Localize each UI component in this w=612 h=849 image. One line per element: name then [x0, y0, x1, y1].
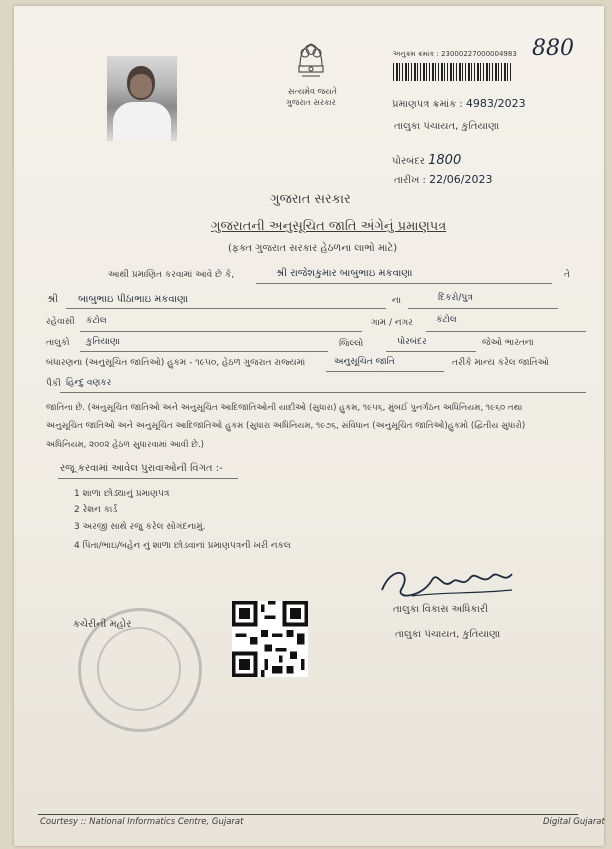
relation-prefix: ના — [392, 296, 401, 306]
resident-label: રહેવાસી — [46, 317, 75, 327]
footer-courtesy: Courtesy :: National Informatics Centre, Gujarat — [40, 817, 244, 827]
officer-signature — [372, 560, 522, 610]
district-label: પોરબંદર — [392, 156, 425, 167]
government-title: ગુજરાત સરકાર — [270, 192, 351, 207]
date-label: તારીખ : — [394, 175, 426, 186]
certificate-title: ગુજરાતની અનુસૂચિત જાતિ અંગેનું પ્રમાણપત્ર — [211, 219, 447, 234]
handwritten-number: 880 — [532, 36, 574, 61]
district-row — [392, 153, 461, 168]
qr-code — [232, 601, 308, 677]
barcode — [393, 63, 513, 81]
resident-value: કંટોલ — [86, 316, 107, 326]
serial-line: અનુક્રમ ક્રમાંક : 23000227000004983 — [393, 50, 517, 58]
father-name: બાબુભાઇ પીઠાભાઇ મકવાણા — [78, 294, 189, 305]
taluka-label: તાલુકો — [46, 338, 70, 348]
among-prefix: પૈકી — [46, 379, 61, 389]
district-field-value: પોરબંદર — [397, 337, 427, 347]
emblem-caption: સત્યમેવ જયતે — [288, 87, 337, 96]
taluka-value: કુતિયાણા — [86, 337, 120, 347]
order-prefix: બંધારણના (અનુસૂચિત જાતિઓ) હુકમ - ૧૯૫૦, હેઠળ ગુજરાત રાજ્યમાં — [46, 358, 306, 368]
caste-name: હિન્દુ વણકર — [66, 378, 112, 388]
document-item: 1 શાળા છોડ્યાનું પ્રમાણપત્ર — [74, 489, 170, 499]
document-item: 4 પિતા/ભાઇ/બહેન નું શાળા છોડવાનાં પ્રમાણપત્રની ખરી નકલ — [74, 541, 291, 551]
legal-para-1: જાતિના છે. (અનુસૂચિત જાતિઓ અને અનુસૂચિત આદિજાતિઓની યાદીઓ (સુધારા) હુકમ, ૧૯૫૬, મુંબઈ પુનર્ગઠન અધિનિયમ, ૧૯૬૦ તથા — [46, 403, 523, 413]
emblem-caption-2: ગુજરાત સરકાર — [286, 98, 336, 107]
document-item: 3 અરજી સાથે રજુ કરેલ સોગંદનામું. — [74, 522, 206, 532]
serial-number: 23000227000004983 — [441, 50, 517, 58]
certify-prefix: આથી પ્રમાણિત કરવામાં આવે છે કે, — [108, 270, 235, 280]
serial-label: અનુક્રમ ક્રમાંક — [393, 50, 435, 58]
issue-date: 22/06/2023 — [429, 173, 493, 186]
district-handwritten: 1800 — [428, 153, 462, 168]
indian-suffix: જેઓ ભારતના — [482, 338, 534, 348]
date-row — [394, 173, 492, 186]
recognized-suffix: તરીકે માન્ય કરેલ જાતિઓ — [452, 358, 549, 368]
father-prefix: શ્રી — [47, 294, 59, 305]
village-label: ગામ / નગર — [371, 318, 413, 328]
certify-suffix: તે — [564, 270, 570, 280]
legal-para-3: અધિનિયમ, ૨૦૦૨ હેઠળ સુધારવામાં આવી છે.) — [46, 440, 205, 450]
footer-brand: Digital Gujarat — [543, 817, 605, 827]
footer-divider — [38, 814, 578, 815]
district-field-label: જિલ્લો — [339, 339, 364, 349]
applicant-photo — [107, 56, 177, 141]
caste-category: અનુસૂચિત જાતિ — [334, 357, 395, 367]
officer-title: તાલુકા વિકાસ અધિકારી — [393, 604, 488, 615]
certificate-subtitle: (ફક્ત ગુજરાત સરકાર હેઠળના લાભો માટે) — [228, 243, 398, 254]
certificate-number-label: પ્રમાણપત્ર ક્રમાંક : — [392, 99, 463, 110]
legal-para-2: અનુસૂચિત જાતિઓ અને અનુસૂચિત આદિજાતિઓ હુકમ (સુધારા અધિનિયમ, ૧૯૭૬, સંવિધાન (અનુસૂચિત જાતિઓ)હુકમો (દ્વિતીય સુધારો) — [46, 421, 526, 431]
certificate-number-row — [392, 97, 526, 110]
office-name: તાલુકા પંચાયત, કુતિયાણા — [394, 121, 500, 132]
document-item: 2 રેશન કાર્ડ — [74, 505, 118, 515]
relation: દિકરો/પુત્ર — [438, 293, 473, 303]
officer-office: તાલુકા પંચાયત, કુતિયાણા — [395, 629, 501, 640]
documents-heading: રજૂ કરવામાં આવેલ પુરાવાઓની વિગત :- — [60, 463, 223, 474]
seal-label: કચેરીની મહોર — [73, 619, 132, 630]
applicant-name: શ્રી રાજેશકુમાર બાબુભાઇ મકવાણા — [276, 268, 413, 279]
certificate-number: 4983/2023 — [465, 97, 526, 110]
state-emblem-icon — [288, 38, 334, 84]
village-value: કંટોલ — [436, 315, 457, 325]
